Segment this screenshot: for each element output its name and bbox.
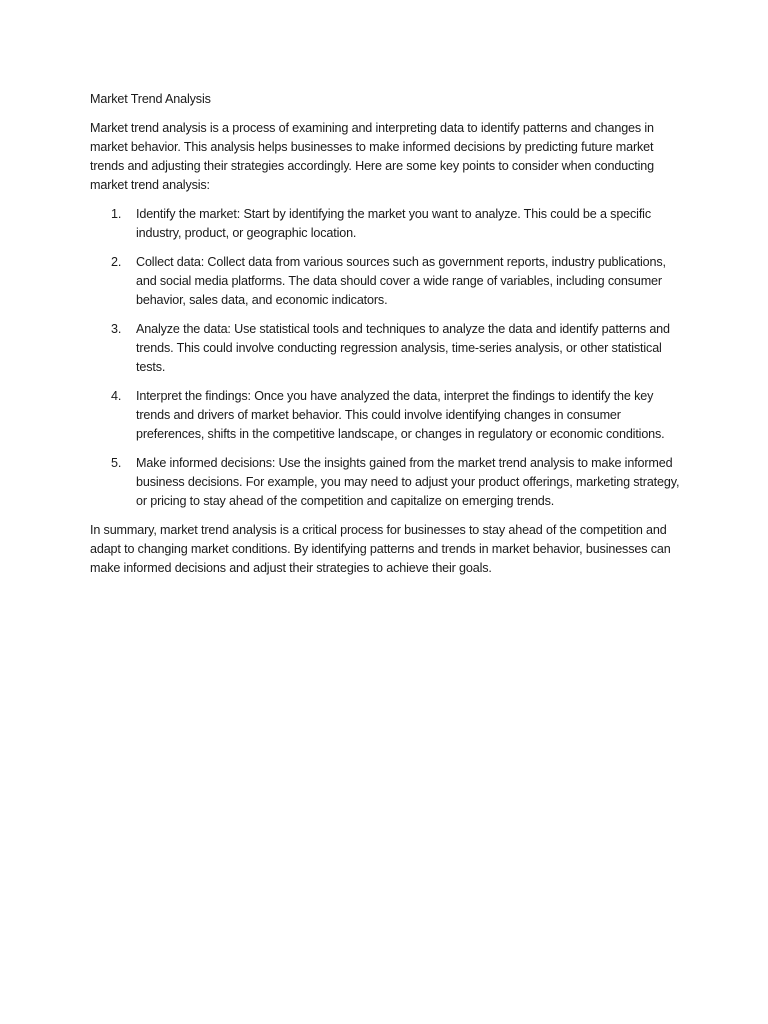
list-item-text: Interpret the findings: Once you have analyzed the data, interpret the findings to identify the key trends and drivers of market behavior. This could involve identifying changes in consumer preferences, shifts in the competitive landscape, or changes in regulatory or economic conditions. (136, 389, 665, 441)
summary-paragraph: In summary, market trend analysis is a critical process for businesses to stay ahead of the competition and adapt to changing market conditions. By identifying patterns and trends in market behavior, businesses can make informed decisions and adjust their strategies to achieve their goals. (90, 523, 671, 575)
list-item-number: 1. (111, 207, 122, 221)
list-item-number: 2. (111, 255, 122, 269)
list-item-text: Make informed decisions: Use the insights gained from the market trend analysis to make informed business decisions. For example, you may need to adjust your product offerings, marketing strategy, or pricing to stay ahead of the competition and capitalize on emerging trends. (136, 456, 680, 508)
list-item-text: Collect data: Collect data from various sources such as government reports, industry publications, and social media platforms. The data should cover a wide range of variables, including consumer behavior, sales data, and economic indicators. (136, 255, 666, 307)
key-points-list (90, 205, 682, 511)
list-item (90, 205, 682, 243)
intro-paragraph: Market trend analysis is a process of examining and interpreting data to identify patterns and changes in market behavior. This analysis helps businesses to make informed decisions by predicting future market trends and adjusting their strategies accordingly. Here are some key points to consider when conducting market trend analysis: (90, 121, 654, 192)
list-item (90, 253, 682, 310)
list-item (90, 454, 682, 511)
list-item (90, 387, 682, 444)
document-title: Market Trend Analysis (90, 92, 211, 106)
list-item (90, 320, 682, 377)
list-item-text: Identify the market: Start by identifying the market you want to analyze. This could be a specific industry, product, or geographic location. (136, 207, 651, 240)
list-item-number: 3. (111, 322, 122, 336)
list-item-number: 4. (111, 389, 122, 403)
list-item-text: Analyze the data: Use statistical tools and techniques to analyze the data and identify patterns and trends. This could involve conducting regression analysis, time-series analysis, or other statistical tests. (136, 322, 670, 374)
document-page (90, 90, 682, 578)
list-item-number: 5. (111, 456, 122, 470)
